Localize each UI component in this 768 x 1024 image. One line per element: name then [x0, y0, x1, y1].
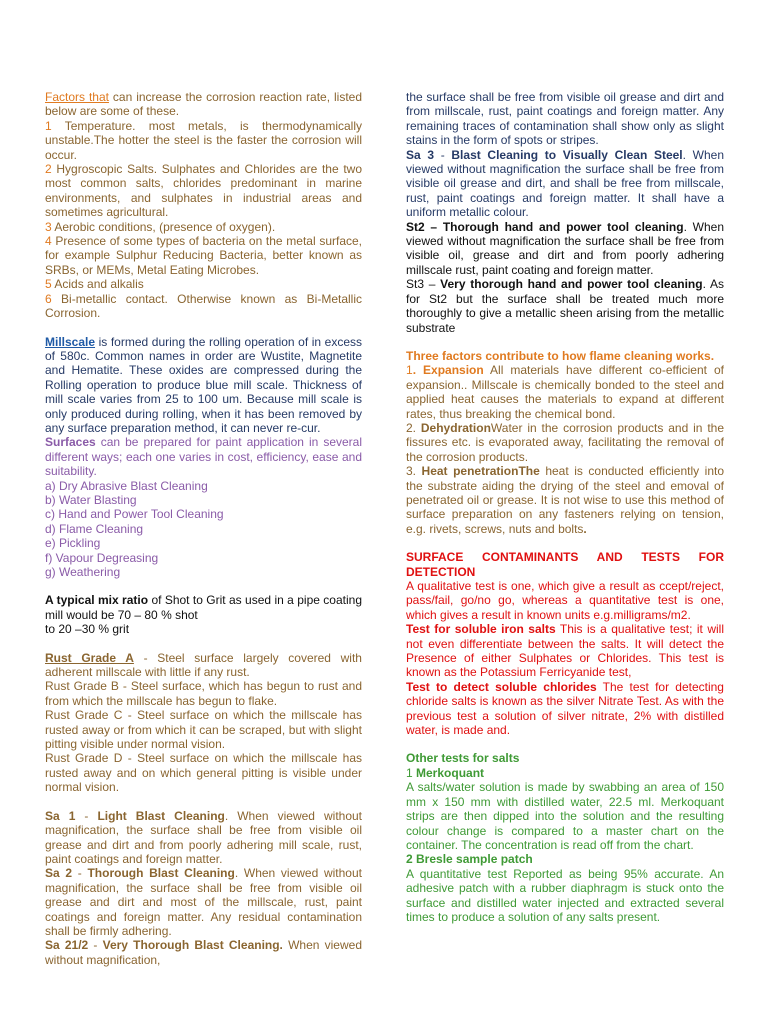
mix-ratio-paragraph: A typical mix ratio of Shot to Grit as used in a pipe coating mill would be 70 – 80 % shot [45, 593, 362, 622]
sa2-paragraph: Sa 2 - Thorough Blast Cleaning. When viewed without magnification, the surface shall be free from visible oil grease and dirt and most of the millscale, rust, paint coatings and foreign matter. Any residual contamination shall be firmly adhering. [45, 866, 362, 938]
rust-grade-a: Rust Grade A - Steel surface largely covered with adherent millscale with little if any rust. [45, 650, 362, 680]
sa3-paragraph: Sa 3 - Blast Cleaning to Visually Clean Steel. When viewed without magnification the surface shall be free from visible oil grease and dirt, and shall be free from millscale, rust, paint coatings and foreign matter. It shall have a uniform metallic colour. [406, 147, 725, 220]
right-column [406, 90, 724, 924]
left-column [45, 90, 362, 967]
contaminants-heading: SURFACE CONTAMINANTS AND TESTS FOR DETECTION [406, 550, 724, 579]
list-item: f) Vapour Degreasing [45, 550, 159, 565]
rust-grade-b: Rust Grade B - Steel surface, which has begun to rust and from which the millscale has begun to flake. [45, 679, 362, 708]
factor-item: 6 Bi-metallic contact. Otherwise known as Bi-Metallic Corrosion. [45, 291, 362, 321]
factors-paragraph: Factors that can increase the corrosion reaction rate, listed below are some of these. [45, 90, 363, 119]
flame-item: 1. Expansion All materials have different co-efficient of expansion.. Millscale is chemically bonded to the steel and applied heat causes the materials to expand at different rates, thus breaking the chemical bond. [406, 363, 724, 421]
flame-cleaning [406, 349, 724, 536]
list-item: g) Weathering [45, 565, 121, 579]
list-item: d) Flame Cleaning [45, 521, 144, 536]
merkoquant-heading: 1 Merkoquant [406, 765, 485, 780]
factor-item: 2 Hygroscopic Salts. Sulphates and Chlorides are the two most common salts, chlorides predominant in marine environments, and sulphates in industrial areas and sometimes agricultural. [45, 162, 362, 220]
factors-list [45, 119, 362, 321]
st2-paragraph: St2 – Thorough hand and power tool cleaning. When viewed without magnification the surface shall be free from visible oil, grease and dirt and from poorly adhering millscale rust, paint coating and foreign matter. [406, 219, 725, 277]
surfaces-list [45, 479, 362, 580]
factor-item: 5 Acids and alkalis [45, 277, 144, 292]
surfaces-title: Surfaces [45, 435, 96, 450]
other-tests-section [406, 751, 724, 924]
sa1-paragraph: Sa 1 - Light Blast Cleaning. When viewed without magnification, the surface shall be free from visible oil grease and dirt and from poorly adhering mill scale, rust, paint coatings and foreign matter. [45, 808, 363, 866]
blast-grades [45, 809, 362, 967]
millscale-paragraph: Millscale is formed during the rolling operation of in excess of 580c. Common names in order are Wustite, Magnetite and Hematite. These oxides are compressed during the Rolling operation to produce blue mill scale. Thickness of mill scale varies from 25 to 100 um. Because mill scale is only produced during rolling, when it has been removed by any surface preparation method, it can never re-cur. [45, 334, 362, 435]
factor-item: 3 Aerobic conditions, (presence of oxygen). [45, 219, 276, 234]
contaminants-intro: A qualitative test is one, which give a result as ccept/reject, pass/fail, go/no go, whereas a quantitative test is one, which gives a result in known units e.g.milligrams/m2. [406, 579, 724, 622]
rust-grade-d: Rust Grade D - Steel surface on which the millscale has rusted away and on which general pitting is visible under normal vision. [45, 751, 362, 795]
chlorides-test: Test to detect soluble chlorides The test for detecting chloride salts is known as the silver Nitrate Test. As with the previous test a solution of silver nitrate, 2% with distilled water, is made and. [406, 679, 724, 738]
surfaces-paragraph: Surfaces can be prepared for paint application in several different ways; each one varies in cost, efficiency, ease and suitability. [45, 435, 362, 479]
flame-item: 2. DehydrationWater in the corrosion products and in the fissures etc. is evaporated away, facilitating the removal of the corrosion products. [406, 420, 725, 464]
flame-item: 3. Heat penetrationThe heat is conducted efficiently into the substrate aiding the drying of the steel and emoval of penetrated oil or grease. It is not wise to use this method of surface preparation on any fasteners relying on tension, e.g. rivets, screws, nuts and bolts. [406, 464, 724, 536]
iron-salts-test: Test for soluble iron salts This is a qualitative test; it will not even differentiate between the salts. It will detect the Presence of either Sulphates or Chlorides. This test is known as the Potassium Ferricyanide test, [406, 622, 725, 680]
list-item: e) Pickling [45, 536, 101, 551]
millscale-title: Millscale [45, 334, 96, 349]
mix-ratio-title: A typical mix ratio [45, 593, 149, 608]
sa212-paragraph: Sa 21/2 - Very Thorough Blast Cleaning. When viewed without magnification, [45, 938, 362, 967]
merkoquant-text: A salts/water solution is made by swabbing an area of 150 mm x 150 mm with distilled water, 22.5 ml. Merkoquant strips are then dipped into the solution and the resulting colour change is compared to a master chart on the container. The concentration is read off from the chart. [406, 780, 724, 852]
sa212-continued: the surface shall be free from visible oil grease and dirt and from millscale, rust, paint coatings and foreign matter. Any remaining traces of contamination shall show only as slight stains in the form of spots or stripes. [406, 90, 724, 148]
other-tests-heading: Other tests for salts [406, 751, 520, 766]
list-item: a) Dry Abrasive Blast Cleaning [45, 478, 208, 493]
mix-ratio-line2: to 20 –30 % grit [45, 622, 130, 637]
list-item: c) Hand and Power Tool Cleaning [45, 507, 224, 522]
rust-grades [45, 651, 362, 795]
bresle-heading: 2 Bresle sample patch [406, 852, 533, 867]
flame-heading: Three factors contribute to how flame cleaning works. [406, 348, 715, 363]
rust-grade-c: Rust Grade C - Steel surface on which the millscale has rusted away or from which it can be scraped, but with slight pitting visible under normal vision. [45, 708, 362, 752]
factor-item: 1 Temperature. most metals, is thermodynamically unstable.The hotter the steel is the faster the corrosion will occur. [45, 118, 362, 162]
blast-grades-continued [406, 90, 724, 335]
st3-paragraph: St3 – Very thorough hand and power tool cleaning. As for St2 but the surface shall be treated much more thoroughly to give a metallic sheen arising from the metallic substrate [406, 277, 724, 335]
list-item: b) Water Blasting [45, 492, 137, 507]
factors-title: Factors that [45, 90, 109, 104]
bresle-text: A quantitative test Reported as being 95% accurate. An adhesive patch with a rubber diaphragm is stuck onto the surface and distilled water injected and extracted several times to produce a solution of any salts present. [406, 866, 724, 924]
factor-item: 4 Presence of some types of bacteria on the metal surface, for example Sulphur Reducing Bacteria, better known as SRBs, or MEMs, Metal Eating Microbes. [45, 234, 362, 277]
contaminants-section [406, 550, 724, 737]
